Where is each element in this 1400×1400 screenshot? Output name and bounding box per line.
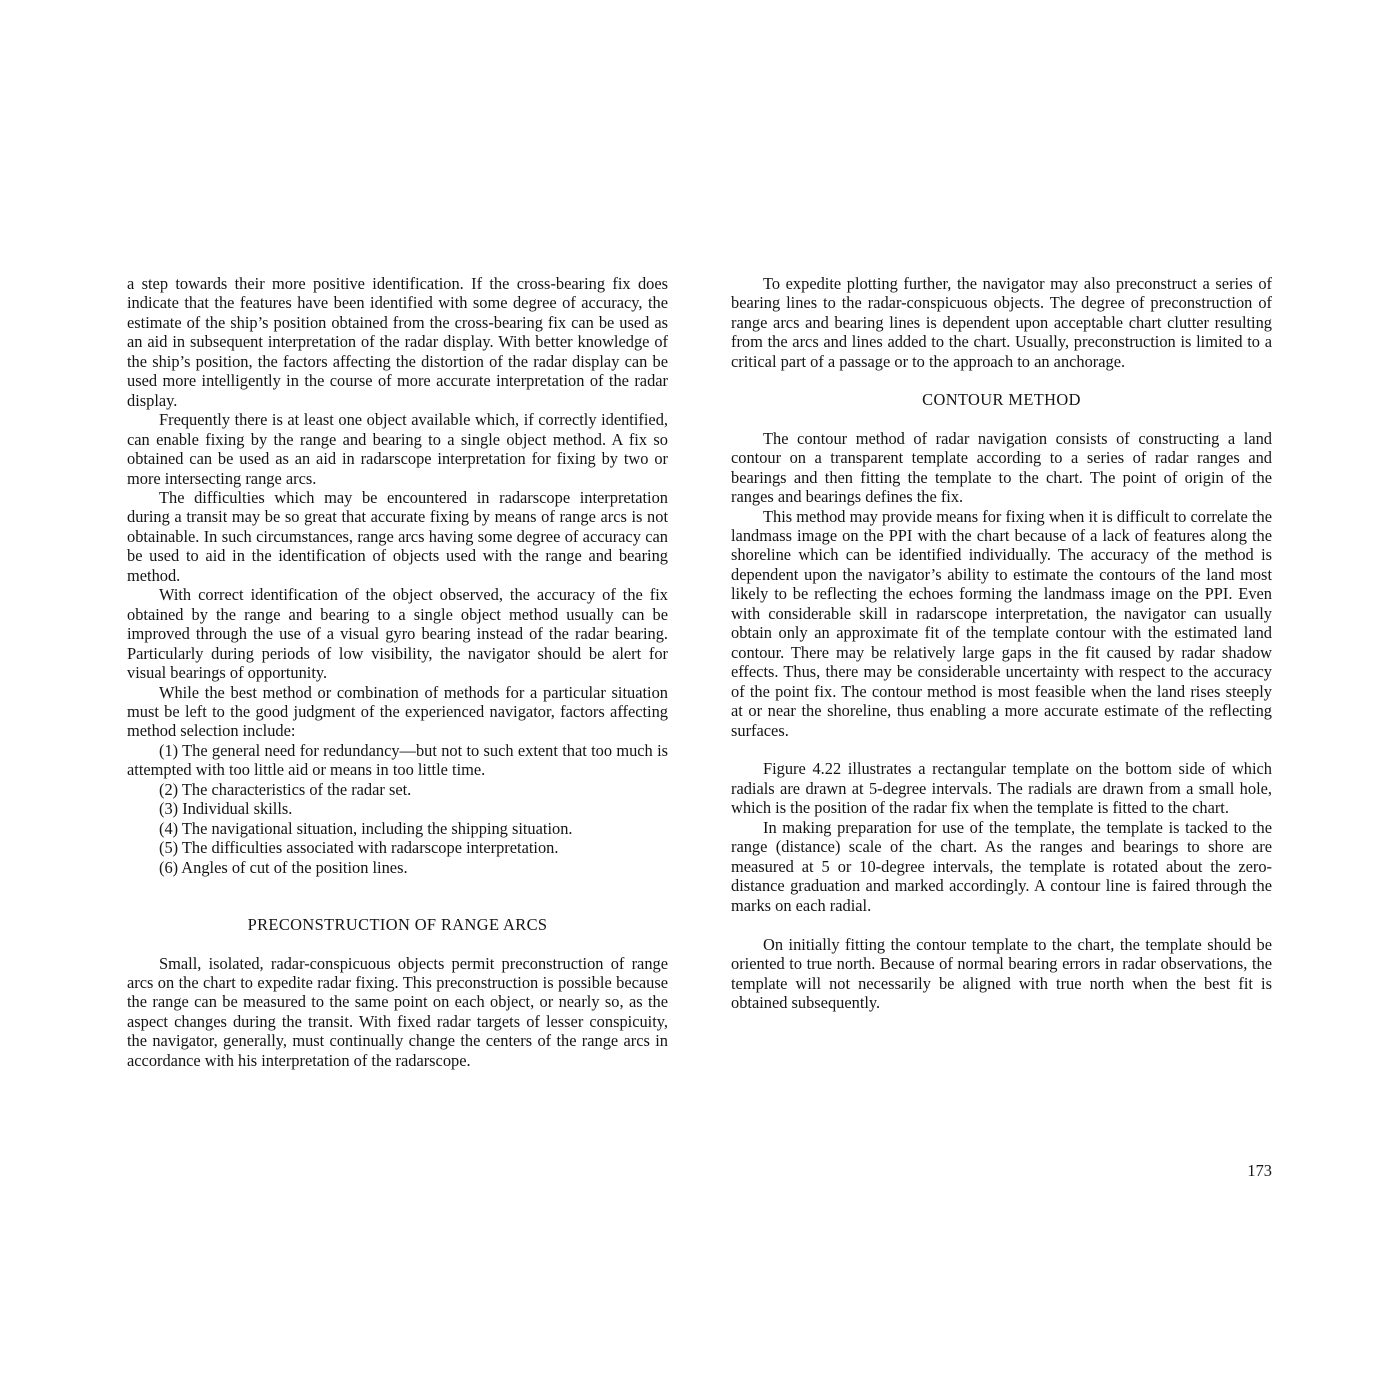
- paragraph: Figure 4.22 illustrates a rectangular template on the bottom side of which radials are drawn at 5-degree intervals. The radials are drawn from a small hole, which is the position of the radar fix when the template is fitted to the chart.: [731, 759, 1272, 818]
- paragraph: On initially fitting the contour template to the chart, the template should be oriented to true north. Because of normal bearing errors in radar observations, the template will not necessarily be aligned with true north when the best fit is obtained subsequently.: [731, 934, 1272, 1012]
- paragraph: The difficulties which may be encountered in radarscope interpretation during a transit may be so great that accurate fixing by means of range arcs is not obtainable. In such circumstances, range arcs having some degree of accuracy can be used to aid in the identification of objects used with the range and bearing method.: [127, 487, 668, 585]
- section-heading: PRECONSTRUCTION OF RANGE ARCS: [247, 915, 548, 935]
- list-item: (1) The general need for redundancy—but not to such extent that too much is attempted with too little aid or means in too little time.: [127, 740, 668, 780]
- paragraph: While the best method or combination of methods for a particular situation must be left to the good judgment of the experienced navigator, factors affecting method selection include:: [127, 682, 668, 741]
- list-item: (3) Individual skills.: [159, 799, 293, 819]
- paragraph: Small, isolated, radar-conspicuous objects permit preconstruction of range arcs on the chart to expedite radar fixing. This preconstruction is possible because the range can be measured to the same point on each object, or nearly so, as the aspect changes during the transit. With fixed radar targets of lesser conspicuity, the navigator, generally, must continually change the centers of the range arcs in accordance with his interpretation of the radarscope.: [127, 953, 668, 1070]
- right-column: [731, 274, 1272, 1012]
- paragraph: This method may provide means for fixing when it is difficult to correlate the landmass image on the PPI with the chart because of a lack of features along the shoreline which can be identified individually. The accuracy of the method is dependent upon the navigator’s ability to estimate the contours of the land most likely to be reflecting the echoes forming the landmass image on the PPI. Even with considerable skill in radarscope interpretation, the navigator can usually obtain only an approximate fit of the template contour with the estimated land contour. There may be relatively large gaps in the fit caused by radar shadow effects. Thus, there may be considerable uncertainty with respect to the accuracy of the point fix. The contour method is most feasible when the land rises steeply at or near the shoreline, thus enabling a more accurate estimate of the reflecting surfaces.: [731, 506, 1272, 740]
- paragraph: To expedite plotting further, the navigator may also preconstruct a series of bearing lines to the radar-conspicuous objects. The degree of preconstruction of range arcs and bearing lines is dependent upon acceptable chart clutter resulting from the arcs and lines added to the chart. Usually, preconstruction is limited to a critical part of a passage or to the approach to an anchorage.: [731, 274, 1272, 371]
- list-item: (5) The difficulties associated with radarscope interpretation.: [159, 838, 559, 858]
- paragraph: With correct identification of the object observed, the accuracy of the fix obtained by the range and bearing to a single object method usually can be improved through the use of a visual gyro bearing instead of the radar bearing. Particularly during periods of low visibility, the navigator should be alert for visual bearings of opportunity.: [127, 585, 668, 683]
- list-item: (2) The characteristics of the radar set.: [159, 779, 412, 799]
- paragraph: Frequently there is at least one object available which, if correctly identified, can enable fixing by the range and bearing to a single object method. A fix so obtained can be used as an aid in radarscope interpretation for fixing by two or more intersecting range arcs.: [127, 410, 668, 488]
- list-item: (4) The navigational situation, including the shipping situation.: [159, 818, 573, 838]
- section-heading: CONTOUR METHOD: [922, 390, 1081, 410]
- paragraph: a step towards their more positive identification. If the cross-bearing fix does indicate that the features have been identified with some degree of accuracy, the estimate of the ship’s position obtained from the cross-bearing fix can be used as an aid in subsequent interpretation of the radar display. With better knowledge of the ship’s position, the factors affecting the distortion of the radar display can be used more intelligently in the course of more accurate interpretation of the radar display.: [127, 274, 668, 410]
- paragraph: In making preparation for use of the template, the template is tacked to the range (distance) scale of the chart. As the ranges and bearings to shore are measured at 5 or 10-degree intervals, the template is rotated about the zero-distance graduation and marked accordingly. A contour line is faired through the marks on each radial.: [731, 817, 1272, 915]
- page-number: 173: [1247, 1161, 1272, 1180]
- list-item: (6) Angles of cut of the position lines.: [159, 857, 408, 877]
- paragraph: The contour method of radar navigation consists of constructing a land contour on a transparent template according to a series of radar ranges and bearings and then fitting the template to the chart. The point of origin of the ranges and bearings defines the fix.: [731, 428, 1272, 507]
- left-column: [127, 274, 668, 1070]
